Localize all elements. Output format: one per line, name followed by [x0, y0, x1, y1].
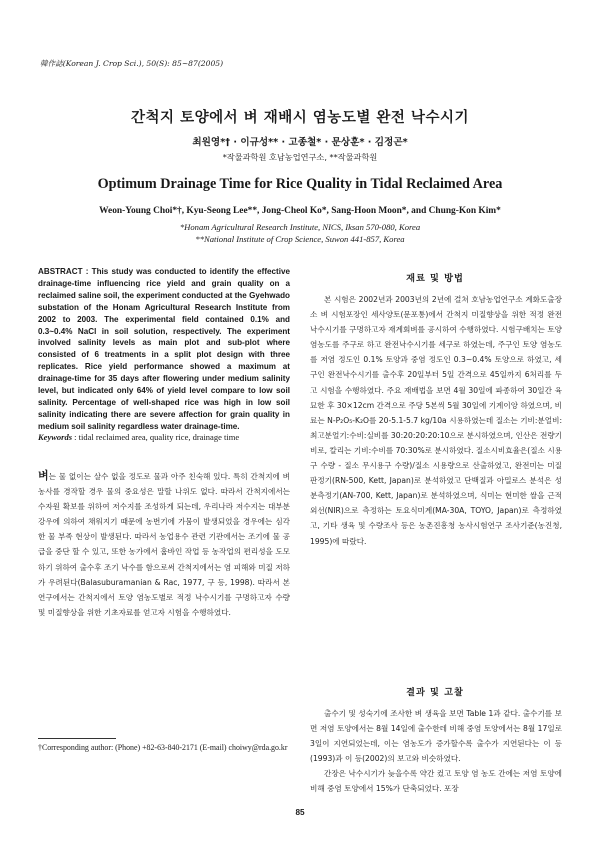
english-authors: Weon-Young Choi*†, Kyu-Seong Lee**, Jong-Cheol Ko*, Sang-Hoon Moon*, and Chung-Kon Kim* — [99, 206, 501, 216]
keywords-label: Keywords — [38, 432, 72, 442]
intro-text: 는 물 없이는 살수 없을 정도로 물과 아주 친숙해 있다. 특히 간척지에 벼농사를 경작할 경우 물의 중요성은 말할 나위도 없다. 따라서 간척지에서는 수자원 확보를 위하여 저수지를 조성하게 되는데, 우리나라 저수지는 대부분 강우에 의하여 채워지기 때문에 농번기에 가뭄이 발생되었을 경우에는 심각한 물 부족 현상이 발생된다. 따라서 농업용수 관련 기관에서는 조기에 물 공급을 중단 할 수 있고, 또한 농가에서 훔바인 작업 등 농작업의 편리성을 도모하기 위하여 출수후 조기 낙수를 함으로써 간척지에서는 염 피해와 미질 저하가 우려된다(Balasuburamanian & Rac, 1977, 구 등, 1998). 따라서 본 연구에서는 간척지에서 토양 염농도별로 적정 낙수시기를 구명하고자 수량 및 미질향상을 위한 기초자료를 얻고자 시험을 수행하였다. — [38, 472, 290, 617]
korean-authors: 최원영*† · 이규성** · 고종철* · 문상훈* · 김정곤* — [192, 137, 408, 148]
section-materials-methods-heading: 재료 및 방법 — [406, 273, 464, 284]
footnote-rule — [38, 738, 116, 739]
english-affiliation-2: **National Institute of Crop Science, Suwon 441-857, Korea — [195, 234, 405, 244]
journal-citation: 韓作誌(Korean J. Crop Sci.), 50(S): 85~87(2005) — [40, 59, 224, 68]
results-paragraph-2: 간장은 낙수시기가 늦을수록 약간 컸고 토양 염 농도 간에는 저염 토양에 비해 중염 토양에서 15%가 단축되었다. 포장 — [310, 769, 562, 794]
english-title: Optimum Drainage Time for Rice Quality in Tidal Reclaimed Area — [97, 176, 503, 192]
page-number: 85 — [295, 808, 305, 817]
intro-drop-cap: 벼 — [38, 469, 49, 482]
corresponding-author-footnote: †Corresponding author: (Phone) +82-63-840-2171 (E-mail) choiwy@rda.go.kr — [38, 743, 288, 752]
section-results-heading: 결과 및 고찰 — [406, 687, 464, 698]
english-affiliation-1: *Honam Agricultural Research Institute, NICS, Iksan 570-080, Korea — [179, 222, 421, 232]
methods-paragraph: 본 시험은 2002년과 2003년의 2년에 걸쳐 호남농업연구소 계화도출장소 벼 시험포장인 세사양토(문포통)에서 간척지 미질향상을 위한 적정 완전낙수시기를 구명하고자 재계회벼를 공시하여 수행하였다. 시험구배치는 토양 염농도를 주구로 하고 완전낙수시기를 세구로 하였는데, 주구인 토양 염농도를 저염 정도인 0.1% 토양과 중염 정도인 0.3~0.4% 토양으로 하였고, 세구인 완전낙수시기를 출수후 20일부터 5일 간격으로 45일까지 6처리를 두고 시험을 수행하였다. 주요 재배법을 보면 4월 30일에 파종하여 30일간 육묘한 후 30×12cm 간격으로 주당 5본씩 5월 30일에 기계이앙 하였으며, 비료는 N-P₂O₅-K₂O를 20-5.1-5.7 kg/10a 시용하였는데 질소는 기비:분얼비:최고분얼기:수비:실비를 30:20:20:20:10으로 분시하였으며, 인산은 전량기비로, 칼리는 기비:수비를 70:30%로 분시하였다. 질소시비효율은(질소 시용구 수량 - 질소 무시용구 수량)/질소 시용량으로 산출하였고, 완전미는 미질판정기(RN-500, Kett, Japan)로 분석하였고 단백질과 아밀로스 분석은 성분측정기(AN-700, Kett, Japan)로 분석하였으며, 식미는 현미한 쌀을 근적외선(NIR)으로 측정하는 토요식미계(MA-30A, TOYO, Japan)로 측정하였고, 기타 생육 및 수량조사 등은 농촌진흥청 농사시험연구 조사기준(농진청, 1995)에 따랐다. — [310, 295, 562, 546]
section-results-body — [310, 706, 562, 797]
korean-affiliation: *작물과학원 호남농업연구소, **작물과학원 — [222, 152, 378, 162]
results-paragraph-1: 출수기 및 성숙기에 조사한 벼 생육을 보면 Table 1과 같다. 출수기를 보면 저염 토양에서는 8월 14일에 출수한데 비해 중염 토양에서는 8월 17일로 3일이 지연되었는데, 이는 염농도가 증가할수록 출수가 지연된다는 이 등(1993)과 이 등(2002)의 보고와 비슷하였다. — [310, 709, 562, 764]
korean-title: 간척지 토양에서 벼 재배시 염농도별 완전 낙수시기 — [131, 110, 469, 126]
keywords — [38, 432, 290, 442]
keywords-text: : tidal reclaimed area, quality rice, drainage time — [74, 432, 240, 442]
introduction — [38, 468, 290, 620]
abstract: ABSTRACT : This study was conducted to identify the effective drainage-time influencing rice yield and grain quality on a reclaimed saline soil, the experiment conducted at the Gyehwado substation of the Honam Agricultural Research Institute from 2002 to 2003. The experimental field contained 0.1% and 0.3~0.4% NaCl in soil solution, respectively. The experiment involved salinity levels as main plot and sub-plot where consisted of 6 treatments in a split plot design with three replicates. Rice yield performance showed a maximum at drainage-time for 35 days after flowering under medium salinity level, but indicated only 64% of yield level compare to low soil salinity. Percentage of well-shaped rice was high in low soil salinity indicating there are severe affection for grain quality in medium soil salinity regardless water drainage-time. — [38, 267, 290, 431]
section-materials-methods-body — [310, 292, 562, 549]
